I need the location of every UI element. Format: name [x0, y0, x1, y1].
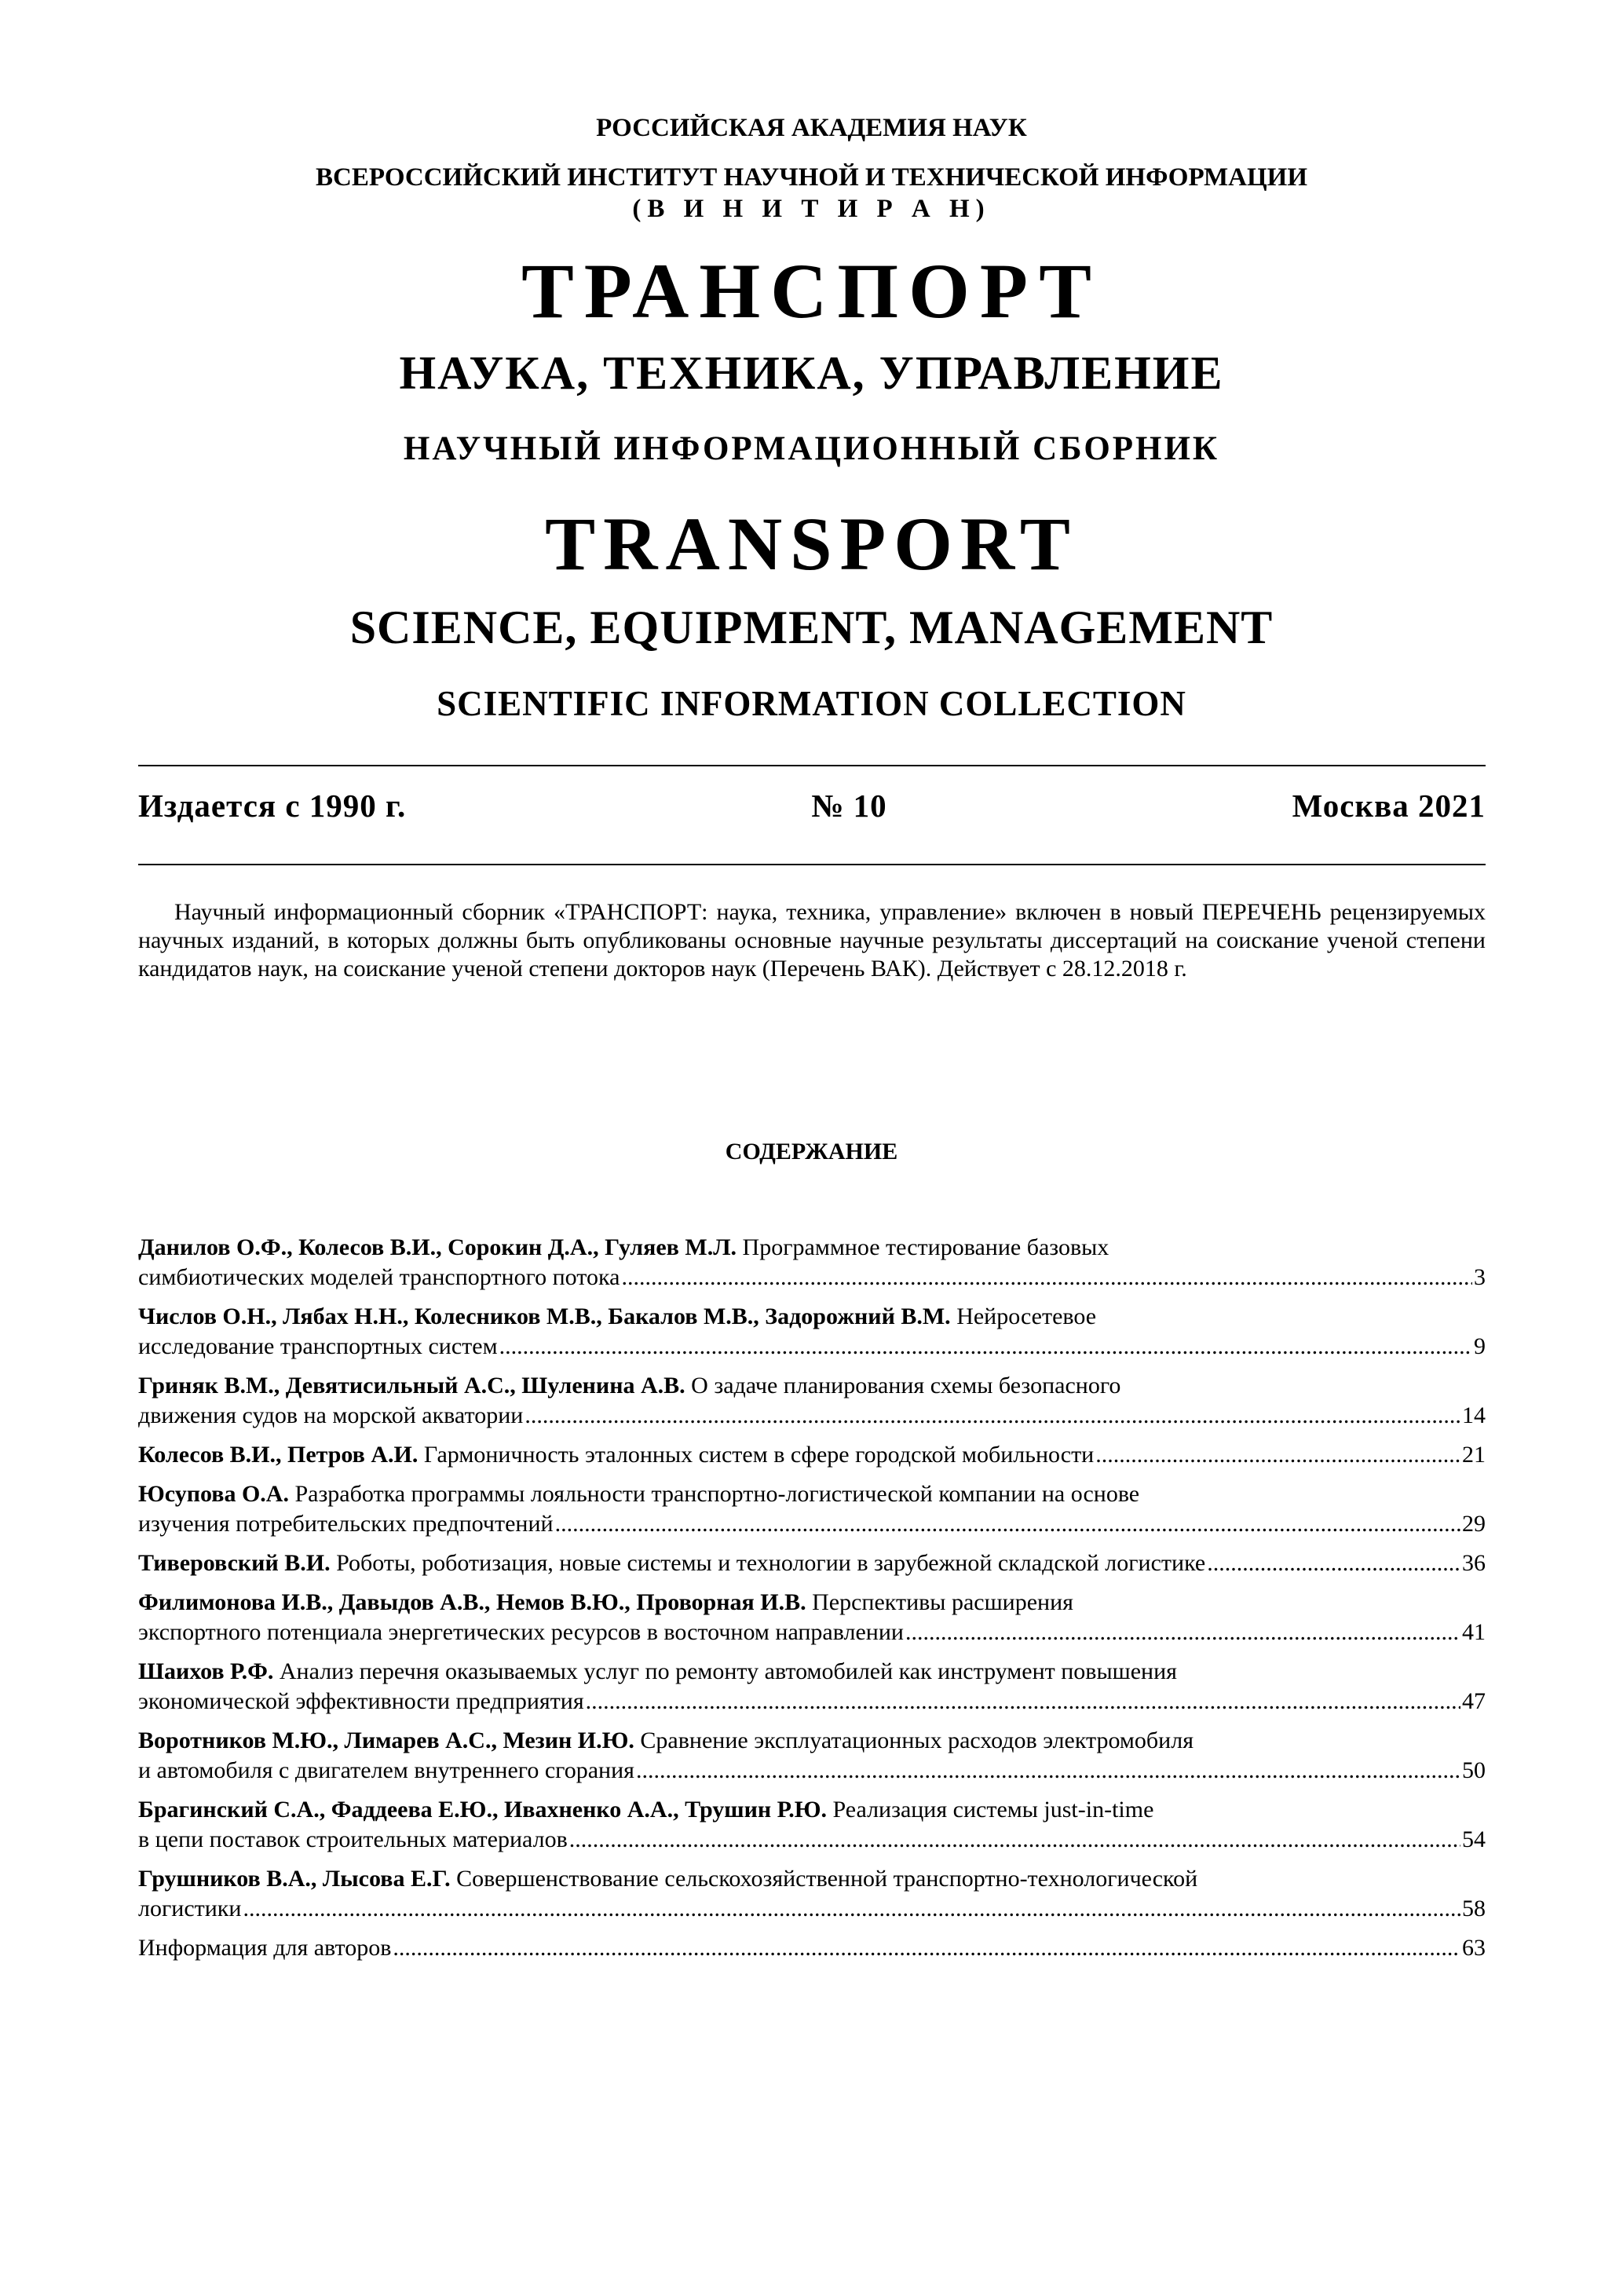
toc-entry-last-line: [138, 1509, 1486, 1539]
toc-entry[interactable]: [138, 1302, 1486, 1362]
toc-article-title: Нейросетевое: [956, 1303, 1097, 1329]
toc-entry-text: [138, 1894, 241, 1924]
toc-entry-text: [138, 1933, 391, 1963]
toc-entry[interactable]: [138, 1933, 1486, 1963]
toc-article-title-cont: Гармоничность эталонных систем в сфере городской мобильности: [423, 1442, 1095, 1468]
toc-entry[interactable]: [138, 1726, 1486, 1786]
toc-authors: Брагинский С.А., Фаддеева Е.Ю., Ивахненко А.А., Трушин Р.Ю.: [138, 1797, 828, 1823]
toc-leader-dots: [905, 1618, 1460, 1647]
toc-entry[interactable]: [138, 1371, 1486, 1431]
toc-entry-text: [138, 1509, 554, 1539]
toc-leader-dots: [1207, 1548, 1460, 1578]
toc-authors: Данилов О.Ф., Колесов В.И., Сорокин Д.А., Гуляев М.Л.: [138, 1234, 737, 1260]
toc-article-title-cont: изучения потребительских предпочтений: [138, 1511, 554, 1537]
toc-article-title-cont: симбиотических моделей транспортного потока: [138, 1264, 620, 1290]
toc-entry-first-line: [138, 1371, 1486, 1401]
toc-article-title-cont: движения судов на морской акватории: [138, 1402, 524, 1428]
toc-authors: Воротников М.Ю., Лимарев А.С., Мезин И.Ю.: [138, 1727, 634, 1753]
toc-page-number: 58: [1462, 1896, 1486, 1921]
toc-entry-last-line: [138, 1894, 1486, 1924]
toc-entry-text: [138, 1401, 523, 1431]
toc-entry-last-line: [138, 1756, 1486, 1786]
toc-entry-text: [138, 1687, 584, 1717]
toc-article-title: Совершенствование сельскохозяйственной транспортно-технологической: [456, 1866, 1198, 1892]
toc-entry-last-line: [138, 1440, 1486, 1470]
journal-title-ru: ТРАНСПОРТ: [521, 247, 1102, 335]
toc-entry[interactable]: [138, 1588, 1486, 1647]
toc-article-title-cont: Информация для авторов: [138, 1935, 392, 1961]
toc-leader-dots: [393, 1933, 1460, 1963]
toc-entry[interactable]: [138, 1864, 1486, 1924]
toc-entry-text: [138, 1440, 1094, 1470]
toc-page-number: 50: [1462, 1757, 1486, 1783]
toc-leader-dots: [243, 1894, 1460, 1924]
toc-page-number: 47: [1462, 1688, 1486, 1714]
journal-subtitle-en: SCIENCE, EQUIPMENT, MANAGEMENT: [349, 601, 1274, 653]
toc-leader-dots: [621, 1263, 1472, 1292]
institute-name: ВСЕРОССИЙСКИЙ ИНСТИТУТ НАУЧНОЙ И ТЕХНИЧЕСКОЙ ИНФОРМАЦИИ: [316, 163, 1307, 192]
toc-entry-first-line: [138, 1302, 1486, 1332]
toc-article-title-cont: Роботы, роботизация, новые системы и технологии в зарубежной складской логистике: [336, 1550, 1206, 1576]
toc-page-number: 21: [1462, 1442, 1486, 1468]
toc-entry[interactable]: [138, 1479, 1486, 1539]
academy-name: РОССИЙСКАЯ АКАДЕМИЯ НАУК: [596, 114, 1027, 142]
toc-entry-first-line: [138, 1795, 1486, 1825]
issue-info-row: [138, 787, 1486, 824]
institute-abbreviation: (В И Н И Т И Р А Н): [632, 195, 991, 223]
toc-leader-dots: [636, 1756, 1460, 1786]
toc-entry-last-line: [138, 1825, 1486, 1855]
toc-entry-first-line: [138, 1588, 1486, 1618]
toc-entry-text: [138, 1548, 1205, 1578]
toc-entry-last-line: [138, 1933, 1486, 1963]
toc-entry-first-line: [138, 1233, 1486, 1263]
toc-entry-last-line: [138, 1401, 1486, 1431]
toc-authors: Грушников В.А., Лысова Е.Г.: [138, 1866, 451, 1892]
place-year: Москва 2021: [1292, 788, 1486, 824]
toc-entry-last-line: [138, 1332, 1486, 1362]
toc-entry-text: [138, 1263, 620, 1292]
toc-article-title: Сравнение эксплуатационных расходов электромобиля: [640, 1727, 1193, 1753]
toc-article-title-cont: в цепи поставок строительных материалов: [138, 1826, 568, 1852]
journal-title-en: TRANSPORT: [545, 502, 1078, 586]
toc-entry[interactable]: [138, 1233, 1486, 1292]
toc-entry[interactable]: [138, 1440, 1486, 1470]
bottom-divider: [138, 864, 1486, 865]
toc-authors: Колесов В.И., Петров А.И.: [138, 1442, 419, 1468]
toc-leader-dots: [525, 1401, 1460, 1431]
journal-collection-ru: НАУЧНЫЙ ИНФОРМАЦИОННЫЙ СБОРНИК: [403, 430, 1220, 467]
toc-authors: Шаихов Р.Ф.: [138, 1658, 274, 1684]
toc-authors: Филимонова И.В., Давыдов А.В., Немов В.Ю., Проворная И.В.: [138, 1589, 806, 1615]
toc-page-number: 9: [1474, 1333, 1486, 1359]
toc-page-number: 14: [1462, 1402, 1486, 1428]
toc-article-title: Программное тестирование базовых: [742, 1234, 1109, 1260]
toc-article-title-cont: и автомобиля с двигателем внутреннего сгорания: [138, 1757, 634, 1783]
toc-entry-first-line: [138, 1864, 1486, 1894]
toc-entry[interactable]: [138, 1548, 1486, 1578]
toc-authors: Тиверовский В.И.: [138, 1550, 331, 1576]
toc-entry-last-line: [138, 1263, 1486, 1292]
toc-authors: Юсупова О.А.: [138, 1481, 289, 1507]
journal-subtitle-ru: НАУКА, ТЕХНИКА, УПРАВЛЕНИЕ: [399, 347, 1224, 399]
table-of-contents: [138, 1233, 1486, 1972]
top-divider: [138, 765, 1486, 766]
toc-entry-last-line: [138, 1687, 1486, 1717]
toc-article-title: Разработка программы лояльности транспортно-логистической компании на основе: [294, 1481, 1140, 1507]
toc-page-number: 41: [1462, 1619, 1486, 1645]
toc-leader-dots: [569, 1825, 1460, 1855]
toc-entry-text: [138, 1825, 568, 1855]
toc-article-title: Реализация системы just-in-time: [832, 1797, 1154, 1823]
toc-page-number: 29: [1462, 1511, 1486, 1537]
toc-article-title-cont: экспортного потенциала энергетических ресурсов в восточном направлении: [138, 1619, 904, 1645]
issue-number: № 10: [811, 788, 887, 824]
toc-entry[interactable]: [138, 1795, 1486, 1855]
toc-page-number: 54: [1462, 1826, 1486, 1852]
toc-entry-first-line: [138, 1657, 1486, 1687]
toc-authors: Гриняк В.М., Девятисильный А.С., Шуленина А.В.: [138, 1373, 685, 1398]
toc-leader-dots: [1095, 1440, 1460, 1470]
toc-entry-first-line: [138, 1479, 1486, 1509]
toc-article-title-cont: логистики: [138, 1896, 242, 1921]
toc-entry-last-line: [138, 1548, 1486, 1578]
toc-entry-first-line: [138, 1726, 1486, 1756]
toc-article-title: Анализ перечня оказываемых услуг по ремонту автомобилей как инструмент повышения: [279, 1658, 1177, 1684]
published-since: Издается с 1990 г.: [138, 788, 407, 824]
toc-article-title: О задаче планирования схемы безопасного: [691, 1373, 1121, 1398]
toc-entry[interactable]: [138, 1657, 1486, 1717]
toc-authors: Числов О.Н., Лябах Н.Н., Колесников М.В., Бакалов М.В., Задорожний В.М.: [138, 1303, 951, 1329]
journal-collection-en: SCIENTIFIC INFORMATION COLLECTION: [437, 684, 1186, 723]
toc-article-title-cont: экономической эффективности предприятия: [138, 1688, 584, 1714]
toc-entry-last-line: [138, 1618, 1486, 1647]
toc-article-title: Перспективы расширения: [812, 1589, 1073, 1615]
toc-entry-text: [138, 1756, 634, 1786]
toc-leader-dots: [555, 1509, 1460, 1539]
toc-page-number: 36: [1462, 1550, 1486, 1576]
toc-entry-text: [138, 1618, 904, 1647]
toc-page-number: 63: [1462, 1935, 1486, 1961]
contents-title: СОДЕРЖАНИЕ: [725, 1139, 898, 1164]
toc-entry-text: [138, 1332, 498, 1362]
toc-leader-dots: [586, 1687, 1460, 1717]
toc-page-number: 3: [1474, 1264, 1486, 1290]
toc-article-title-cont: исследование транспортных систем: [138, 1333, 498, 1359]
toc-leader-dots: [499, 1332, 1472, 1362]
vak-notice: Научный информационный сборник «ТРАНСПОРТ: наука, техника, управление» включен в новый ПЕРЕЧЕНЬ рецензируемых научных изданий, в которых должны быть опубликованы основные научные результаты диссертаций на соискание ученой степени кандидатов наук, на соискание ученой степени докторов наук (Перечень ВАК). Действует с 28.12.2018 г.: [138, 899, 1486, 982]
